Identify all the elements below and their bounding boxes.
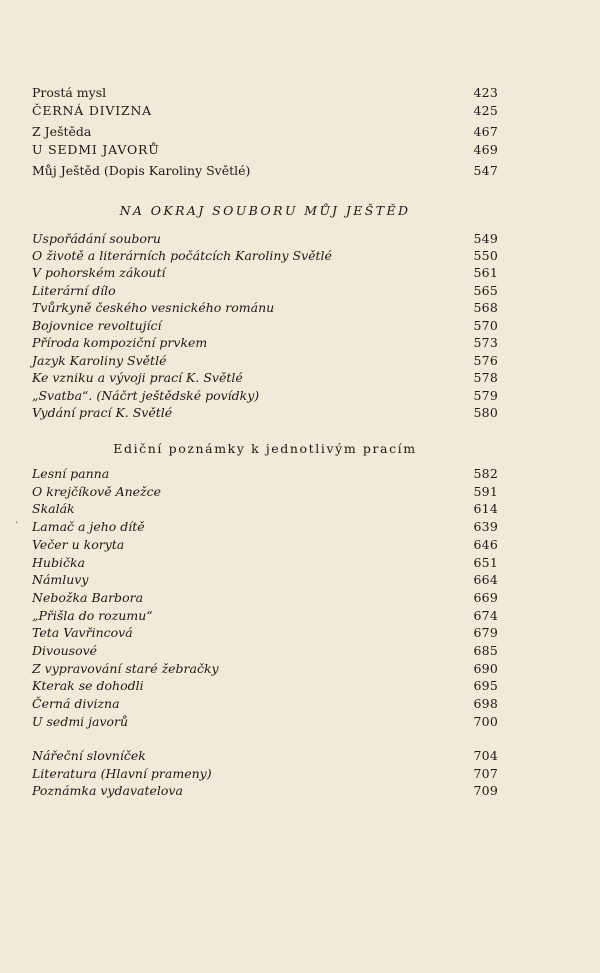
margin-mark: · — [15, 518, 19, 529]
toc-entry — [32, 661, 498, 677]
toc-entry-title: Z Ještěda — [32, 124, 92, 139]
toc-entry-title: Ke vzniku a vývoji prací K. Světlé — [32, 370, 243, 385]
toc-entry — [32, 608, 498, 624]
toc-entry-title: Lesní panna — [32, 466, 110, 481]
toc-entry-page: 573 — [473, 335, 498, 350]
toc-entry — [32, 572, 498, 588]
toc-entry — [32, 714, 498, 730]
toc-entry-title: Teta Vavřincová — [32, 625, 133, 640]
toc-entry-title: Literatura (Hlavní prameny) — [32, 766, 212, 781]
toc-entry-page: 578 — [473, 370, 498, 385]
toc-entry — [32, 265, 498, 281]
toc-entry-title: Jazyk Karoliny Světlé — [32, 353, 167, 368]
toc-entry — [32, 748, 498, 764]
toc-entry-page: 570 — [473, 318, 498, 333]
toc-entry — [32, 766, 498, 782]
toc-entry-page: 614 — [473, 501, 498, 516]
toc-entry-title: „Svatba“. (Náčrt ještědské povídky) — [32, 388, 260, 403]
toc-entry-title: Nářeční slovníček — [32, 748, 146, 763]
toc-entry-page: 547 — [473, 163, 498, 178]
toc-entry-title: Lamač a jeho dítě — [32, 519, 145, 534]
toc-entry-page: 469 — [473, 142, 498, 157]
toc-entry-page: 582 — [473, 466, 498, 481]
toc-entry — [32, 388, 498, 404]
toc-entry — [32, 625, 498, 641]
toc-entry-page: 695 — [473, 678, 498, 693]
section-heading: NA OKRAJ SOUBORU MŮJ JEŠTĚD — [119, 203, 411, 218]
toc-entry-title: Můj Ještěd (Dopis Karoliny Světlé) — [32, 163, 251, 178]
toc-entry-page: 646 — [473, 537, 498, 552]
toc-entry-page: 591 — [473, 484, 498, 499]
toc-entry-title: O životě a literárních počátcích Karoliny Světlé — [32, 248, 332, 263]
toc-entry — [32, 163, 498, 179]
toc-entry-title: V pohorském zákoutí — [32, 265, 166, 280]
toc-entry-page: 580 — [473, 405, 498, 420]
toc-entry-page: 549 — [473, 231, 498, 246]
toc-entry-title: Kterak se dohodli — [32, 678, 144, 693]
toc-entry-page: 639 — [473, 519, 498, 534]
toc-entry-page: 704 — [473, 748, 498, 763]
toc-entry-page: 685 — [473, 643, 498, 658]
toc-entry-title: Bojovnice revoltující — [32, 318, 162, 333]
toc-entry-title: Prostá mysl — [32, 85, 107, 100]
toc-entry-title: Večer u koryta — [32, 537, 125, 552]
toc-entry-title: Skalák — [32, 501, 75, 516]
toc-entry — [32, 370, 498, 386]
toc-entry-page: 467 — [473, 124, 498, 139]
toc-entry — [32, 85, 498, 101]
toc-entry-page: 700 — [473, 714, 498, 729]
toc-entry-title: ČERNÁ DIVIZNA — [32, 103, 153, 118]
toc-entry-page: 664 — [473, 572, 498, 587]
toc-entry-page: 579 — [473, 388, 498, 403]
toc-entry-title: Literární dílo — [32, 283, 116, 298]
toc-entry — [32, 283, 498, 299]
toc-entry-title: Poznámka vydavatelova — [32, 783, 183, 798]
toc-entry — [32, 484, 498, 500]
toc-entry-title: Tvůrkyně českého vesnického románu — [32, 300, 275, 315]
toc-entry — [32, 318, 498, 334]
toc-entry — [32, 335, 498, 351]
toc-entry-page: 679 — [473, 625, 498, 640]
toc-entry — [32, 248, 498, 264]
toc-entry — [32, 555, 498, 571]
toc-entry-title: Příroda kompoziční prvkem — [32, 335, 208, 350]
toc-entry-title: Námluvy — [32, 572, 89, 587]
toc-entry-title: Divousové — [32, 643, 98, 658]
toc-entry — [32, 142, 498, 158]
toc-entry — [32, 103, 498, 119]
toc-entry — [32, 300, 498, 316]
section-heading: Ediční poznámky k jednotlivým pracím — [113, 441, 417, 456]
toc-entry — [32, 696, 498, 712]
toc-entry — [32, 231, 498, 247]
toc-entry-page: 690 — [473, 661, 498, 676]
toc-entry-page: 565 — [473, 283, 498, 298]
toc-entry — [32, 124, 498, 140]
toc-entry-title: Vydání prací K. Světlé — [32, 405, 173, 420]
toc-entry-page: 651 — [473, 555, 498, 570]
toc-entry-title: O krejčíkově Anežce — [32, 484, 162, 499]
toc-entry-page: 550 — [473, 248, 498, 263]
toc-entry-title: Nebožka Barbora — [32, 590, 144, 605]
toc-entry-page: 707 — [473, 766, 498, 781]
toc-entry-page: 669 — [473, 590, 498, 605]
toc-entry-page: 423 — [473, 85, 498, 100]
toc-entry-page: 561 — [473, 265, 498, 280]
toc-entry-title: U sedmi javorů — [32, 714, 129, 729]
toc-entry — [32, 405, 498, 421]
toc-entry — [32, 643, 498, 659]
toc-entry-page: 425 — [473, 103, 498, 118]
toc-entry-title: Černá divizna — [32, 696, 120, 711]
toc-entry — [32, 466, 498, 482]
toc-entry-page: 568 — [473, 300, 498, 315]
toc-entry — [32, 519, 498, 535]
toc-entry — [32, 678, 498, 694]
toc-entry-title: Hubička — [32, 555, 85, 570]
toc-entry-title: U SEDMI JAVORŮ — [32, 142, 160, 157]
toc-entry — [32, 353, 498, 369]
toc-entry — [32, 590, 498, 606]
toc-entry — [32, 501, 498, 517]
toc-entry-title: Uspořádání souboru — [32, 231, 161, 246]
toc-entry-title: Z vypravování staré žebračky — [32, 661, 219, 676]
toc-entry — [32, 537, 498, 553]
toc-entry-page: 698 — [473, 696, 498, 711]
toc-entry-page: 576 — [473, 353, 498, 368]
toc-entry-page: 674 — [473, 608, 498, 623]
toc-entry-title: „Přišla do rozumu“ — [32, 608, 153, 623]
toc-entry — [32, 783, 498, 799]
toc-entry-page: 709 — [473, 783, 498, 798]
